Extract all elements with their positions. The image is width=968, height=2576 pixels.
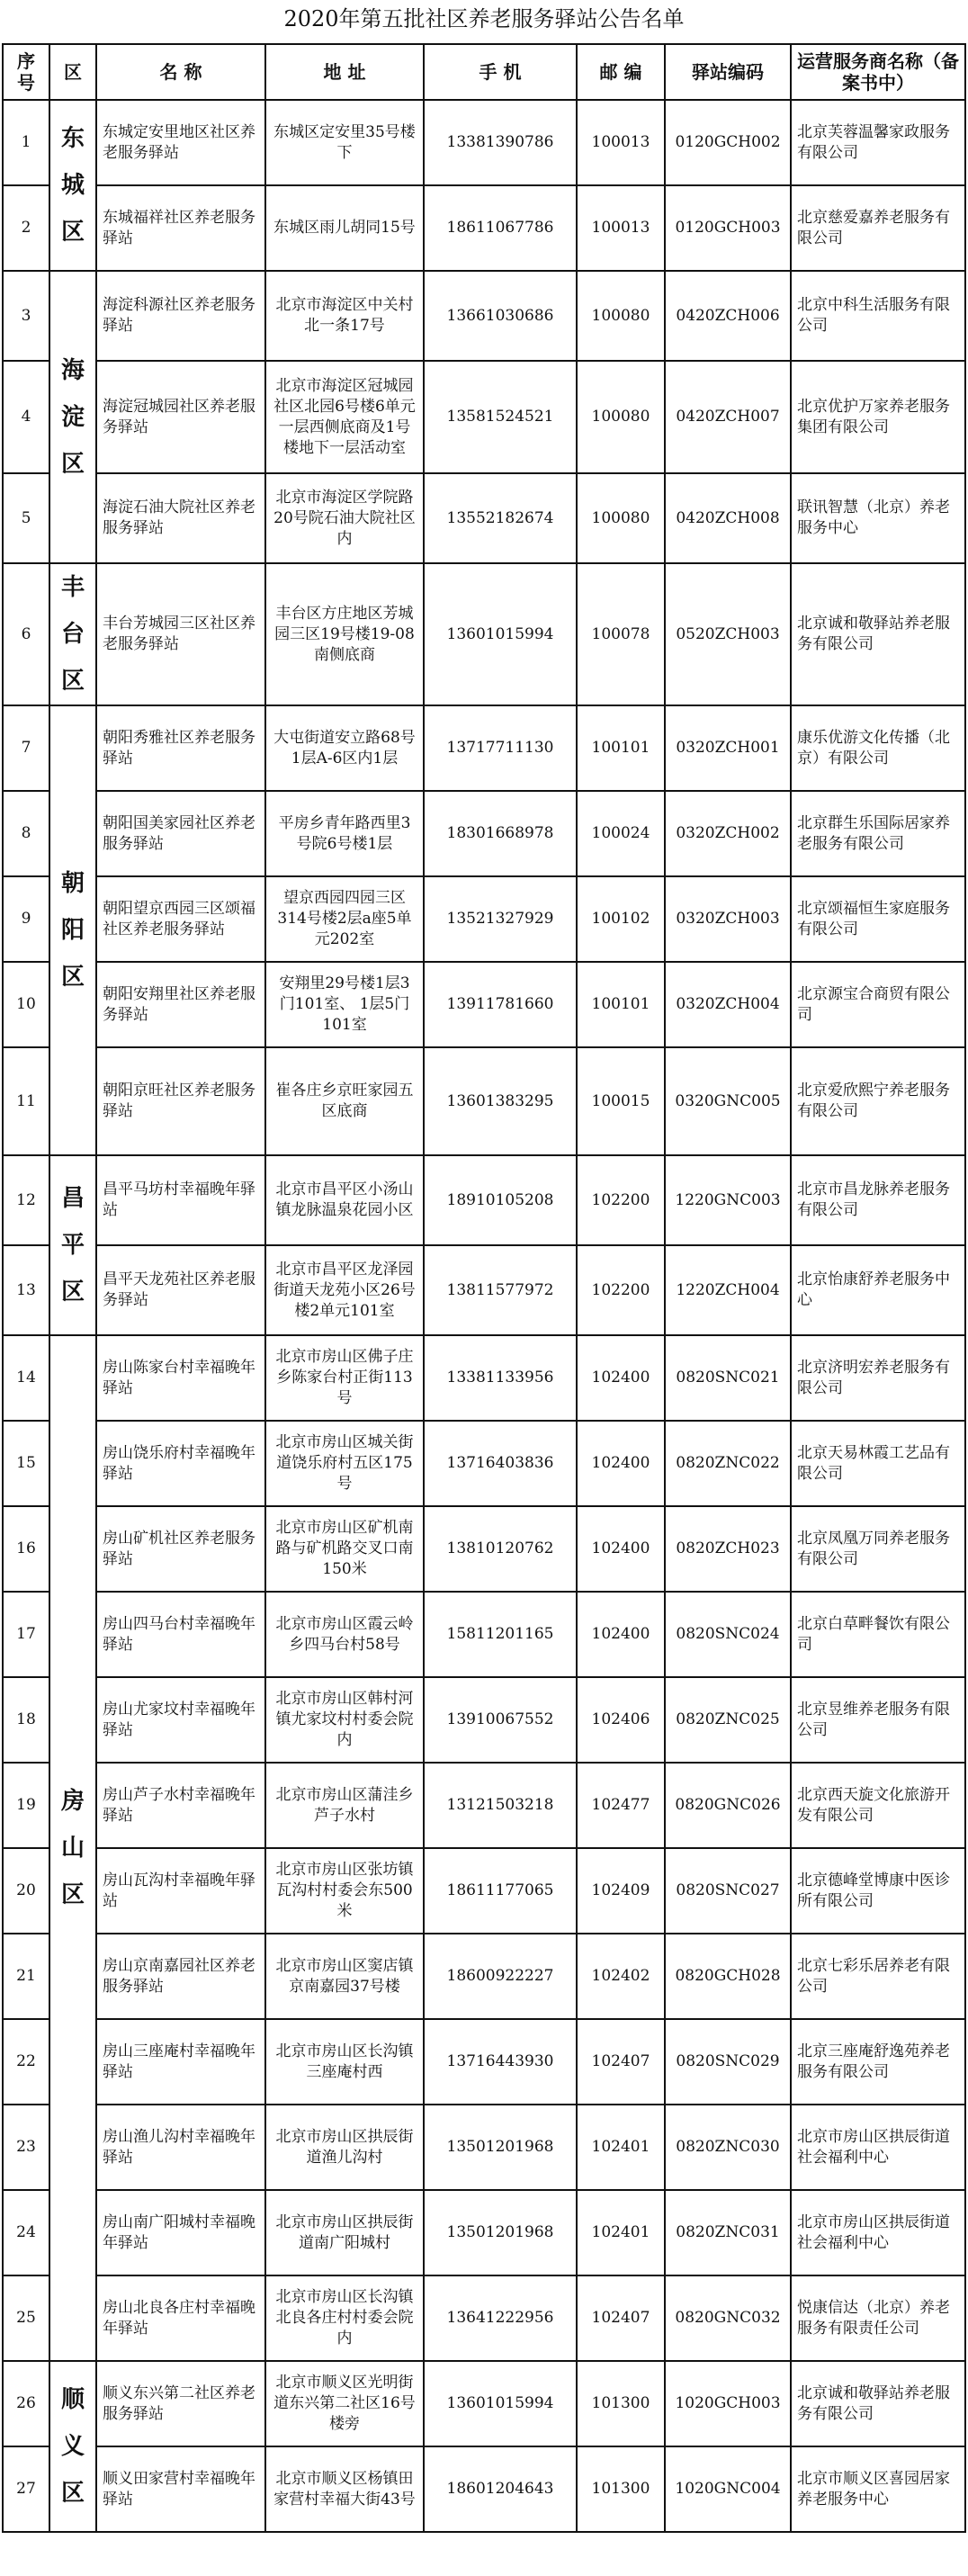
address-cell: 北京市海淀区学院路20号院石油大院社区内 — [265, 473, 424, 563]
address-cell: 北京市顺义区光明街道东兴第二社区16号楼旁 — [265, 2361, 424, 2446]
header-seq: 序号 — [3, 44, 49, 100]
code-cell: 0820ZCH023 — [665, 1506, 791, 1592]
postcode-cell: 100013 — [577, 185, 665, 271]
name-cell: 房山芦子水村幸福晚年驿站 — [96, 1763, 265, 1848]
phone-cell: 13641222956 — [424, 2275, 577, 2361]
operator-cell: 北京优护万家养老服务集团有限公司 — [791, 361, 965, 473]
operator-cell: 北京天易林霞工艺品有限公司 — [791, 1421, 965, 1506]
operator-cell: 北京济明宏养老服务有限公司 — [791, 1335, 965, 1421]
phone-cell: 18910105208 — [424, 1155, 577, 1245]
header-district: 区 — [49, 44, 96, 100]
phone-cell: 13601383295 — [424, 1047, 577, 1155]
postcode-cell: 102200 — [577, 1245, 665, 1335]
operator-cell: 北京七彩乐居养老有限公司 — [791, 1934, 965, 2019]
operator-cell: 北京诚和敬驿站养老服务有限公司 — [791, 563, 965, 705]
code-cell: 0120GCH002 — [665, 100, 791, 185]
address-cell: 北京市房山区蒲洼乡芦子水村 — [265, 1763, 424, 1848]
operator-cell: 北京怡康舒养老服务中心 — [791, 1245, 965, 1335]
table-body — [3, 100, 965, 2532]
header-name: 名 称 — [96, 44, 265, 100]
phone-cell: 13716403836 — [424, 1421, 577, 1506]
table-row — [3, 2361, 965, 2446]
postcode-cell: 100101 — [577, 705, 665, 791]
seq-cell: 1 — [3, 100, 49, 185]
table-row — [3, 876, 965, 962]
seq-cell: 27 — [3, 2446, 49, 2532]
district-label: 昌平区 — [60, 1185, 85, 1306]
operator-cell: 北京爱欣熙宁养老服务有限公司 — [791, 1047, 965, 1155]
address-cell: 北京市房山区佛子庄乡陈家台村正街113号 — [265, 1335, 424, 1421]
name-cell: 房山三座庵村幸福晚年驿站 — [96, 2019, 265, 2105]
table-row — [3, 2446, 965, 2532]
code-cell: 0820SNC027 — [665, 1848, 791, 1934]
name-cell: 东城定安里地区社区养老服务驿站 — [96, 100, 265, 185]
address-cell: 平房乡青年路西里3号院6号楼1层 — [265, 791, 424, 876]
name-cell: 海淀冠城园社区养老服务驿站 — [96, 361, 265, 473]
postcode-cell: 100013 — [577, 100, 665, 185]
seq-cell: 9 — [3, 876, 49, 962]
table-row — [3, 271, 965, 361]
name-cell: 房山京南嘉园社区养老服务驿站 — [96, 1934, 265, 2019]
seq-cell: 19 — [3, 1763, 49, 1848]
table-row — [3, 473, 965, 563]
postcode-cell: 102400 — [577, 1421, 665, 1506]
phone-cell: 18301668978 — [424, 791, 577, 876]
code-cell: 0320ZCH001 — [665, 705, 791, 791]
district-cell — [49, 2361, 96, 2532]
operator-cell: 北京源宝合商贸有限公司 — [791, 962, 965, 1047]
postcode-cell: 100015 — [577, 1047, 665, 1155]
address-cell: 丰台区方庄地区芳城园三区19号楼19-08南侧底商 — [265, 563, 424, 705]
name-cell: 房山饶乐府村幸福晚年驿站 — [96, 1421, 265, 1506]
address-cell: 北京市房山区窦店镇京南嘉园37号楼 — [265, 1934, 424, 2019]
operator-cell: 北京芙蓉温馨家政服务有限公司 — [791, 100, 965, 185]
address-cell: 北京市房山区拱辰街道南广阳城村 — [265, 2190, 424, 2275]
name-cell: 海淀石油大院社区养老服务驿站 — [96, 473, 265, 563]
code-cell: 1020GCH003 — [665, 2361, 791, 2446]
name-cell: 朝阳安翔里社区养老服务驿站 — [96, 962, 265, 1047]
address-cell: 崔各庄乡京旺家园五区底商 — [265, 1047, 424, 1155]
name-cell: 房山陈家台村幸福晚年驿站 — [96, 1335, 265, 1421]
code-cell: 0820ZNC031 — [665, 2190, 791, 2275]
seq-cell: 6 — [3, 563, 49, 705]
code-cell: 0820ZNC022 — [665, 1421, 791, 1506]
district-label: 东城区 — [60, 125, 85, 246]
operator-cell: 联讯智慧（北京）养老服务中心 — [791, 473, 965, 563]
postcode-cell: 102477 — [577, 1763, 665, 1848]
name-cell: 房山渔儿沟村幸福晚年驿站 — [96, 2105, 265, 2190]
operator-cell: 北京颂福恒生家庭服务有限公司 — [791, 876, 965, 962]
table-row — [3, 1677, 965, 1763]
header-code: 驿站编码 — [665, 44, 791, 100]
district-cell — [49, 1335, 96, 2361]
seq-cell: 15 — [3, 1421, 49, 1506]
operator-cell: 北京三座庵舒逸苑养老服务有限公司 — [791, 2019, 965, 2105]
operator-cell: 北京群生乐国际居家养老服务有限公司 — [791, 791, 965, 876]
phone-cell: 13811577972 — [424, 1245, 577, 1335]
phone-cell: 13501201968 — [424, 2190, 577, 2275]
table-row — [3, 1421, 965, 1506]
seq-cell: 5 — [3, 473, 49, 563]
header-phone: 手 机 — [424, 44, 577, 100]
address-cell: 北京市房山区霞云岭乡四马台村58号 — [265, 1592, 424, 1677]
district-label: 丰台区 — [60, 574, 85, 695]
phone-cell: 13716443930 — [424, 2019, 577, 2105]
postcode-cell: 102406 — [577, 1677, 665, 1763]
seq-cell: 26 — [3, 2361, 49, 2446]
code-cell: 0420ZCH008 — [665, 473, 791, 563]
postcode-cell: 102402 — [577, 1934, 665, 2019]
operator-cell: 康乐优游文化传播（北京）有限公司 — [791, 705, 965, 791]
name-cell: 昌平马坊村幸福晚年驿站 — [96, 1155, 265, 1245]
name-cell: 房山北良各庄村幸福晚年驿站 — [96, 2275, 265, 2361]
seq-cell: 14 — [3, 1335, 49, 1421]
postcode-cell: 100102 — [577, 876, 665, 962]
name-cell: 昌平天龙苑社区养老服务驿站 — [96, 1245, 265, 1335]
seq-cell: 7 — [3, 705, 49, 791]
postcode-cell: 102400 — [577, 1335, 665, 1421]
phone-cell: 18611177065 — [424, 1848, 577, 1934]
postcode-cell: 100078 — [577, 563, 665, 705]
seq-cell: 16 — [3, 1506, 49, 1592]
seq-cell: 8 — [3, 791, 49, 876]
operator-cell: 北京慈爱嘉养老服务有限公司 — [791, 185, 965, 271]
postcode-cell: 100080 — [577, 473, 665, 563]
code-cell: 1220GNC003 — [665, 1155, 791, 1245]
address-cell: 北京市房山区长沟镇北良各庄村村委会院内 — [265, 2275, 424, 2361]
table-row — [3, 1934, 965, 2019]
district-cell — [49, 563, 96, 705]
phone-cell: 13381390786 — [424, 100, 577, 185]
phone-cell: 18600922227 — [424, 1934, 577, 2019]
postcode-cell: 102400 — [577, 1592, 665, 1677]
table-row — [3, 791, 965, 876]
header-row — [3, 44, 965, 100]
operator-cell: 北京德峰堂博康中医诊所有限公司 — [791, 1848, 965, 1934]
postcode-cell: 102409 — [577, 1848, 665, 1934]
operator-cell: 北京中科生活服务有限公司 — [791, 271, 965, 361]
name-cell: 朝阳京旺社区养老服务驿站 — [96, 1047, 265, 1155]
table-row — [3, 1335, 965, 1421]
address-cell: 北京市海淀区中关村北一条17号 — [265, 271, 424, 361]
operator-cell: 北京诚和敬驿站养老服务有限公司 — [791, 2361, 965, 2446]
phone-cell: 15811201165 — [424, 1592, 577, 1677]
table-row — [3, 185, 965, 271]
postcode-cell: 101300 — [577, 2361, 665, 2446]
district-label: 顺义区 — [60, 2386, 85, 2507]
seq-cell: 13 — [3, 1245, 49, 1335]
table-row — [3, 2190, 965, 2275]
document-title: 2020年第五批社区养老服务驿站公告名单 — [283, 6, 685, 31]
code-cell: 1020GNC004 — [665, 2446, 791, 2532]
postcode-cell: 102401 — [577, 2190, 665, 2275]
phone-cell: 13717711130 — [424, 705, 577, 791]
seq-cell: 12 — [3, 1155, 49, 1245]
operator-cell: 北京西天旋文化旅游开发有限公司 — [791, 1763, 965, 1848]
operator-cell: 北京昱维养老服务有限公司 — [791, 1677, 965, 1763]
postcode-cell: 102407 — [577, 2275, 665, 2361]
code-cell: 0420ZCH007 — [665, 361, 791, 473]
seq-cell: 10 — [3, 962, 49, 1047]
address-cell: 北京市海淀区冠城园社区北园6号楼6单元一层西侧底商及1号楼地下一层活动室 — [265, 361, 424, 473]
seq-cell: 21 — [3, 1934, 49, 2019]
operator-cell: 北京凤凰万同养老服务有限公司 — [791, 1506, 965, 1592]
header-postcode: 邮 编 — [577, 44, 665, 100]
address-cell: 安翔里29号楼1层3门101室、 1层5门101室 — [265, 962, 424, 1047]
name-cell: 东城福祥社区养老服务驿站 — [96, 185, 265, 271]
code-cell: 0820SNC021 — [665, 1335, 791, 1421]
code-cell: 0820SNC029 — [665, 2019, 791, 2105]
table-row — [3, 1047, 965, 1155]
seq-cell: 23 — [3, 2105, 49, 2190]
name-cell: 房山尤家坟村幸福晚年驿站 — [96, 1677, 265, 1763]
address-cell: 大屯街道安立路68号1层A-6区内1层 — [265, 705, 424, 791]
code-cell: 0820ZNC025 — [665, 1677, 791, 1763]
address-cell: 北京市昌平区小汤山镇龙脉温泉花园小区 — [265, 1155, 424, 1245]
phone-cell: 18611067786 — [424, 185, 577, 271]
phone-cell: 13521327929 — [424, 876, 577, 962]
postcode-cell: 102407 — [577, 2019, 665, 2105]
postcode-cell: 100080 — [577, 271, 665, 361]
district-cell — [49, 271, 96, 563]
table-row — [3, 1155, 965, 1245]
postcode-cell: 102200 — [577, 1155, 665, 1245]
address-cell: 北京市房山区长沟镇三座庵村西 — [265, 2019, 424, 2105]
seq-cell: 4 — [3, 361, 49, 473]
name-cell: 房山瓦沟村幸福晚年驿站 — [96, 1848, 265, 1934]
station-list-table — [2, 43, 966, 2533]
name-cell: 顺义东兴第二社区养老服务驿站 — [96, 2361, 265, 2446]
table-row — [3, 1506, 965, 1592]
phone-cell: 18601204643 — [424, 2446, 577, 2532]
seq-cell: 2 — [3, 185, 49, 271]
phone-cell: 13381133956 — [424, 1335, 577, 1421]
code-cell: 1220ZCH004 — [665, 1245, 791, 1335]
header-operator: 运营服务商名称（备案书中） — [791, 44, 965, 100]
postcode-cell: 100080 — [577, 361, 665, 473]
code-cell: 0820GNC026 — [665, 1763, 791, 1848]
seq-cell: 20 — [3, 1848, 49, 1934]
code-cell: 0320ZCH003 — [665, 876, 791, 962]
table-row — [3, 2105, 965, 2190]
phone-cell: 13581524521 — [424, 361, 577, 473]
postcode-cell: 101300 — [577, 2446, 665, 2532]
address-cell: 北京市房山区城关街道饶乐府村五区175号 — [265, 1421, 424, 1506]
table-row — [3, 100, 965, 185]
table-row — [3, 2275, 965, 2361]
seq-cell: 3 — [3, 271, 49, 361]
address-cell: 东城区定安里35号楼下 — [265, 100, 424, 185]
code-cell: 0120GCH003 — [665, 185, 791, 271]
district-cell — [49, 705, 96, 1155]
district-cell — [49, 1155, 96, 1335]
name-cell: 顺义田家营村幸福晚年驿站 — [96, 2446, 265, 2532]
operator-cell: 北京市昌龙脉养老服务有限公司 — [791, 1155, 965, 1245]
table-row — [3, 1848, 965, 1934]
name-cell: 房山四马台村幸福晚年驿站 — [96, 1592, 265, 1677]
phone-cell: 13911781660 — [424, 962, 577, 1047]
phone-cell: 13601015994 — [424, 563, 577, 705]
address-cell: 北京市房山区矿机南路与矿机路交叉口南150米 — [265, 1506, 424, 1592]
table-row — [3, 705, 965, 791]
table-row — [3, 962, 965, 1047]
postcode-cell: 102400 — [577, 1506, 665, 1592]
postcode-cell: 100024 — [577, 791, 665, 876]
table-row — [3, 1763, 965, 1848]
name-cell: 丰台芳城园三区社区养老服务驿站 — [96, 563, 265, 705]
seq-cell: 22 — [3, 2019, 49, 2105]
phone-cell: 13552182674 — [424, 473, 577, 563]
seq-cell: 24 — [3, 2190, 49, 2275]
code-cell: 0820ZNC030 — [665, 2105, 791, 2190]
postcode-cell: 102401 — [577, 2105, 665, 2190]
table-row — [3, 1245, 965, 1335]
name-cell: 朝阳秀雅社区养老服务驿站 — [96, 705, 265, 791]
code-cell: 0320GNC005 — [665, 1047, 791, 1155]
district-label: 房山区 — [60, 1788, 85, 1908]
address-cell: 北京市昌平区龙泽园街道天龙苑小区26号楼2单元101室 — [265, 1245, 424, 1335]
phone-cell: 13501201968 — [424, 2105, 577, 2190]
name-cell: 房山矿机社区养老服务驿站 — [96, 1506, 265, 1592]
code-cell: 0820GCH028 — [665, 1934, 791, 2019]
address-cell: 东城区雨儿胡同15号 — [265, 185, 424, 271]
table-row — [3, 563, 965, 705]
operator-cell: 北京市房山区拱辰街道社会福利中心 — [791, 2105, 965, 2190]
code-cell: 0420ZCH006 — [665, 271, 791, 361]
phone-cell: 13121503218 — [424, 1763, 577, 1848]
code-cell: 0820SNC024 — [665, 1592, 791, 1677]
header-address: 地 址 — [265, 44, 424, 100]
code-cell: 0820GNC032 — [665, 2275, 791, 2361]
address-cell: 望京西园四园三区314号楼2层a座5单元202室 — [265, 876, 424, 962]
name-cell: 朝阳国美家园社区养老服务驿站 — [96, 791, 265, 876]
seq-cell: 18 — [3, 1677, 49, 1763]
seq-cell: 25 — [3, 2275, 49, 2361]
district-label: 海淀区 — [60, 356, 85, 478]
address-cell: 北京市房山区张坊镇瓦沟村村委会东500米 — [265, 1848, 424, 1934]
phone-cell: 13910067552 — [424, 1677, 577, 1763]
phone-cell: 13601015994 — [424, 2361, 577, 2446]
seq-cell: 11 — [3, 1047, 49, 1155]
name-cell: 海淀科源社区养老服务驿站 — [96, 271, 265, 361]
operator-cell: 悦康信达（北京）养老服务有限责任公司 — [791, 2275, 965, 2361]
name-cell: 房山南广阳城村幸福晚年驿站 — [96, 2190, 265, 2275]
table-row — [3, 361, 965, 473]
district-label: 朝阳区 — [60, 870, 85, 991]
operator-cell: 北京市顺义区喜园居家养老服务中心 — [791, 2446, 965, 2532]
address-cell: 北京市房山区拱辰街道渔儿沟村 — [265, 2105, 424, 2190]
address-cell: 北京市房山区韩村河镇尤家坟村村委会院内 — [265, 1677, 424, 1763]
table-row — [3, 1592, 965, 1677]
code-cell: 0520ZCH003 — [665, 563, 791, 705]
phone-cell: 13810120762 — [424, 1506, 577, 1592]
code-cell: 0320ZCH004 — [665, 962, 791, 1047]
district-cell — [49, 100, 96, 271]
code-cell: 0320ZCH002 — [665, 791, 791, 876]
address-cell: 北京市顺义区杨镇田家营村幸福大街43号 — [265, 2446, 424, 2532]
operator-cell: 北京白草畔餐饮有限公司 — [791, 1592, 965, 1677]
name-cell: 朝阳望京西园三区颂福社区养老服务驿站 — [96, 876, 265, 962]
table-row — [3, 2019, 965, 2105]
phone-cell: 13661030686 — [424, 271, 577, 361]
seq-cell: 17 — [3, 1592, 49, 1677]
postcode-cell: 100101 — [577, 962, 665, 1047]
operator-cell: 北京市房山区拱辰街道社会福利中心 — [791, 2190, 965, 2275]
